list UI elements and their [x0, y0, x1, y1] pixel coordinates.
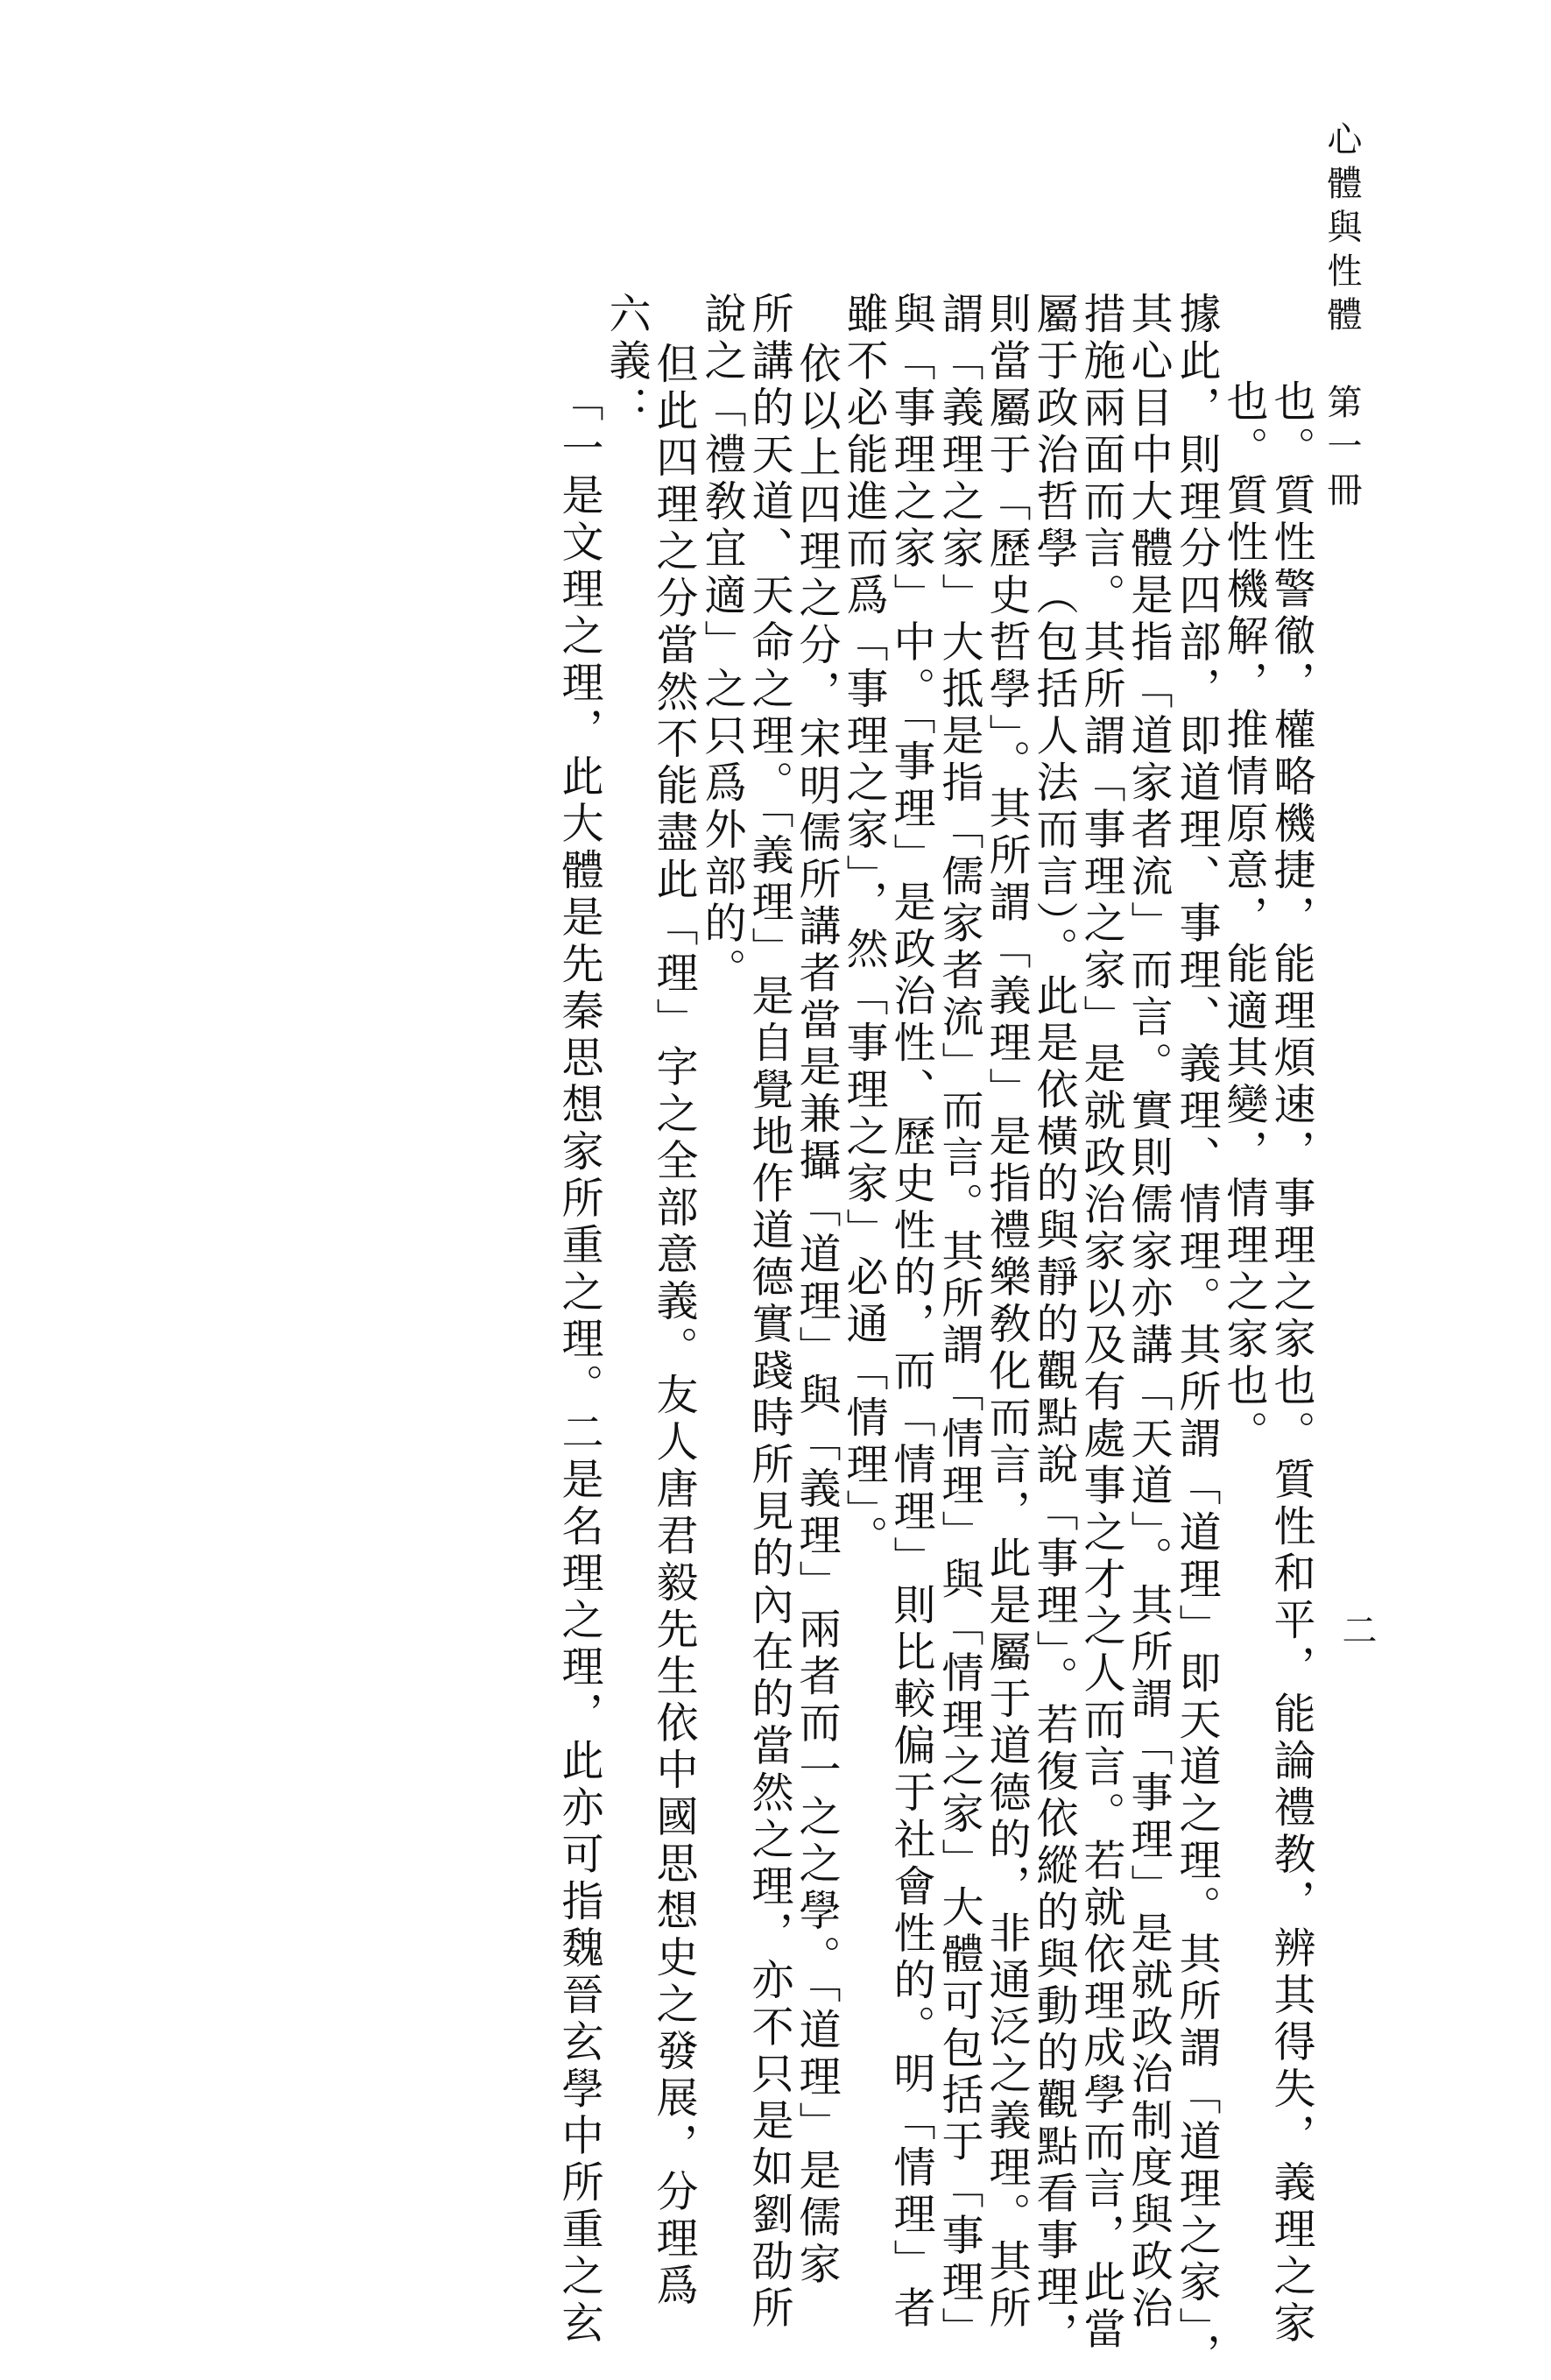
body-line-11: 依以上四理之分，宋明儒所講者當是兼攝「道理」與「義理」兩者而一之之學。「道理」是儒家 [792, 342, 841, 2289]
body-line-6: 屬于政治哲學（包括人法而言）。此是依橫的與靜的觀點說「事理」。若復依縱的與動的觀點看事理， [1029, 292, 1078, 2359]
body-line-16: 「一是文理之理，此大體是先秦思想家所重之理。二是名理之理，此亦可指魏晉玄學中所重之玄 [554, 379, 603, 2348]
body-line-8: 謂「義理之家」大抵是指「儒家者流」而言。其所謂「情理」與「情理之家」大體可包括于「事理」 [934, 292, 983, 2354]
body-line-5: 措施兩面而言。其所謂「事理之家」是就政治家以及有處事之才之人而言。若就依理成學而言，此當 [1076, 292, 1125, 2354]
body-line-12: 所講的天道、天命之理。「義理」是自覺地作道德實踐時所見的內在的當然之理，亦不只是如劉劭所 [744, 292, 793, 2333]
body-line-4: 其心目中大體是指「道家者流」而言。實則儒家亦講「天道」。其所謂「事理」是就政治制度與政治 [1124, 292, 1173, 2333]
body-line-9: 與「事理之家」中。「事理」是政治性、歷史性的，而「情理」則比較偏于社會性的。明「情理」者 [886, 292, 935, 2333]
body-line-13: 說之「禮敎宜適」之只爲外部的。 [697, 292, 746, 995]
body-line-10: 雖不必能進而爲「事理之家」，然「事理之家」必通「情理」。 [839, 292, 888, 1562]
body-line-14: 但此四理之分當然不能盡此「理」字之全部意義。友人唐君毅先生依中國思想史之發展，分理爲 [649, 342, 698, 2310]
body-line-1: 也。質性警徹，權略機捷，能理煩速，事理之家也。質性和平，能論禮教，辨其得失，義理之家 [1266, 379, 1315, 2348]
page-number: 二 [1336, 1612, 1377, 1647]
body-line-3: 據此，則理分四部，即道理、事理、義理、情理。其所謂「道理」即天道之理。其所謂「道理之家」， [1172, 292, 1221, 2380]
body-line-7: 則當屬于「歷史哲學」。其所謂「義理」是指禮樂敎化而言，此是屬于道德的，非通泛之義理。其所 [982, 292, 1031, 2333]
running-title: 心體與性體 第一冊 [1322, 121, 1362, 515]
body-line-2: 也。質性機解，推情原意，能適其變，情理之家也。 [1219, 379, 1268, 1458]
body-line-15: 六義： [602, 292, 651, 433]
